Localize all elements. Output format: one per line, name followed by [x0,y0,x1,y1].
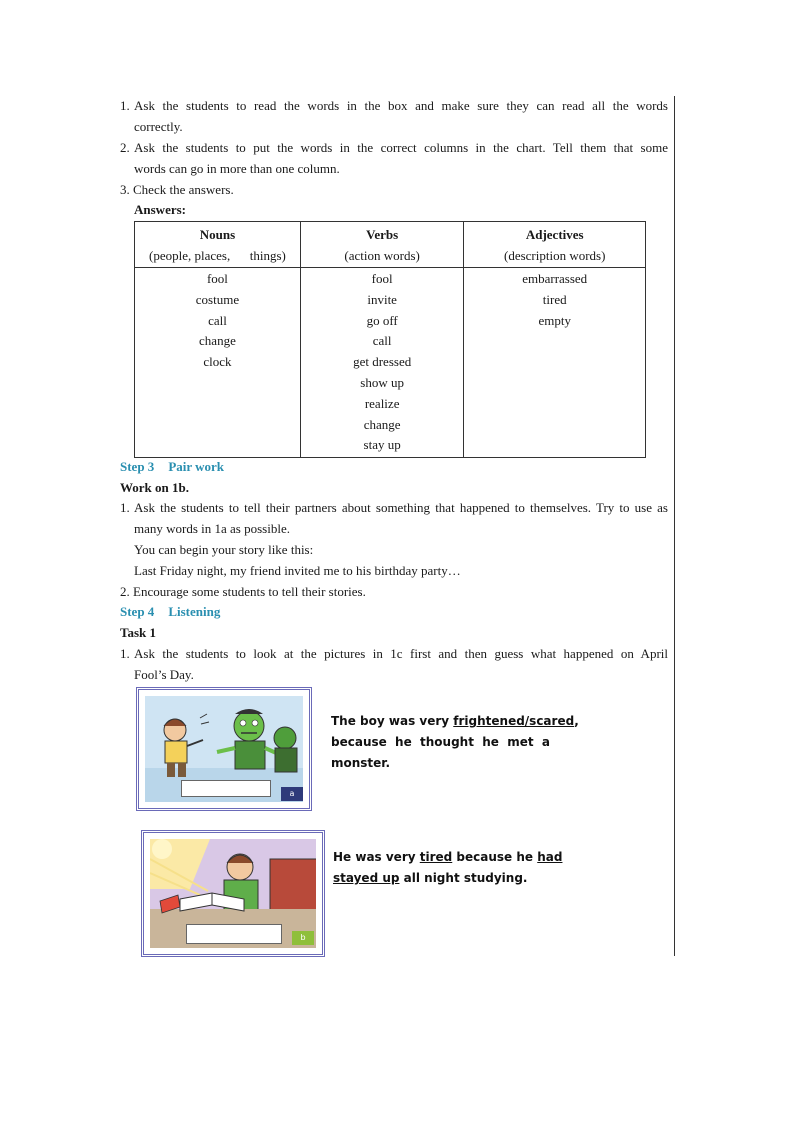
item-number: 1. [120,98,130,113]
picture-b [141,830,325,957]
table-cell: fool [206,271,228,286]
work-on-label: Work on 1b. [120,480,189,495]
table-cell: realize [364,395,400,411]
verbs-column [300,268,464,458]
table-cell: change [363,416,401,432]
instruction-text: 3. Check the answers. [120,182,234,197]
instruction-text: Ask the students to tell their partners about something that happened to themselves. Try to use as [134,500,668,515]
table-cell: clock [203,354,232,370]
item-number: 1. [120,500,130,515]
instruction-text: words can go in more than one column. [134,161,340,176]
picture-a [136,687,312,811]
instruction-text: You can begin your story like this: [134,542,314,557]
table-cell: call [208,312,227,328]
table-cell: empty [538,312,571,328]
table-cell: embarrassed [522,271,588,286]
step3-heading: Step 3 Pair work [120,459,225,474]
table-cell: show up [360,374,404,390]
table-cell: invite [367,291,397,307]
picture-b-caption: He was very tired because he had stayed up all night studying. [333,850,563,885]
item-number: 2. [120,140,130,155]
answers-table [134,221,646,458]
step4-heading: Step 4 Listening [120,604,221,619]
instruction-text: Ask the students to look at the pictures in 1c first and then guess what happened on April [134,646,668,661]
table-cell: costume [195,291,240,307]
margin-rule [674,96,675,956]
table-cell: call [372,333,392,349]
instruction-text: Ask the students to put the words in the correct columns in the chart. Tell them that some [134,140,668,155]
picture-tag: b [292,931,314,945]
example-text: Last Friday night, my friend invited me to his birthday party… [134,563,461,578]
picture-tag: a [281,787,303,801]
instruction-text: many words in 1a as possible. [134,521,290,536]
instruction-text: Ask the students to read the words in the box and make sure they can read all the words [134,98,668,113]
table-cell: stay up [363,437,401,453]
instruction-text: 2. Encourage some students to tell their stories. [120,584,366,599]
table-cell: get dressed [353,354,412,370]
table-cell: fool [371,271,393,286]
nouns-column [135,268,301,458]
instruction-text: Fool’s Day. [134,667,194,682]
item-number: 1. [120,646,130,661]
instruction-text: correctly. [134,119,183,134]
answer-box [186,924,282,944]
table-cell: tired [542,291,567,307]
table-header-nouns: Nouns (people, places, things) [135,222,301,268]
table-cell: go off [366,312,398,328]
table-cell: change [199,333,236,349]
answers-label: Answers: [134,202,186,217]
table-header-adjectives: Adjectives (description words) [464,222,646,268]
answer-box [181,780,271,797]
adjectives-column [464,268,646,458]
table-header-verbs: Verbs (action words) [300,222,464,268]
picture-a-caption: The boy was very frightened/scared, because he thought he met a monster. [331,714,579,770]
task-label: Task 1 [120,625,157,640]
